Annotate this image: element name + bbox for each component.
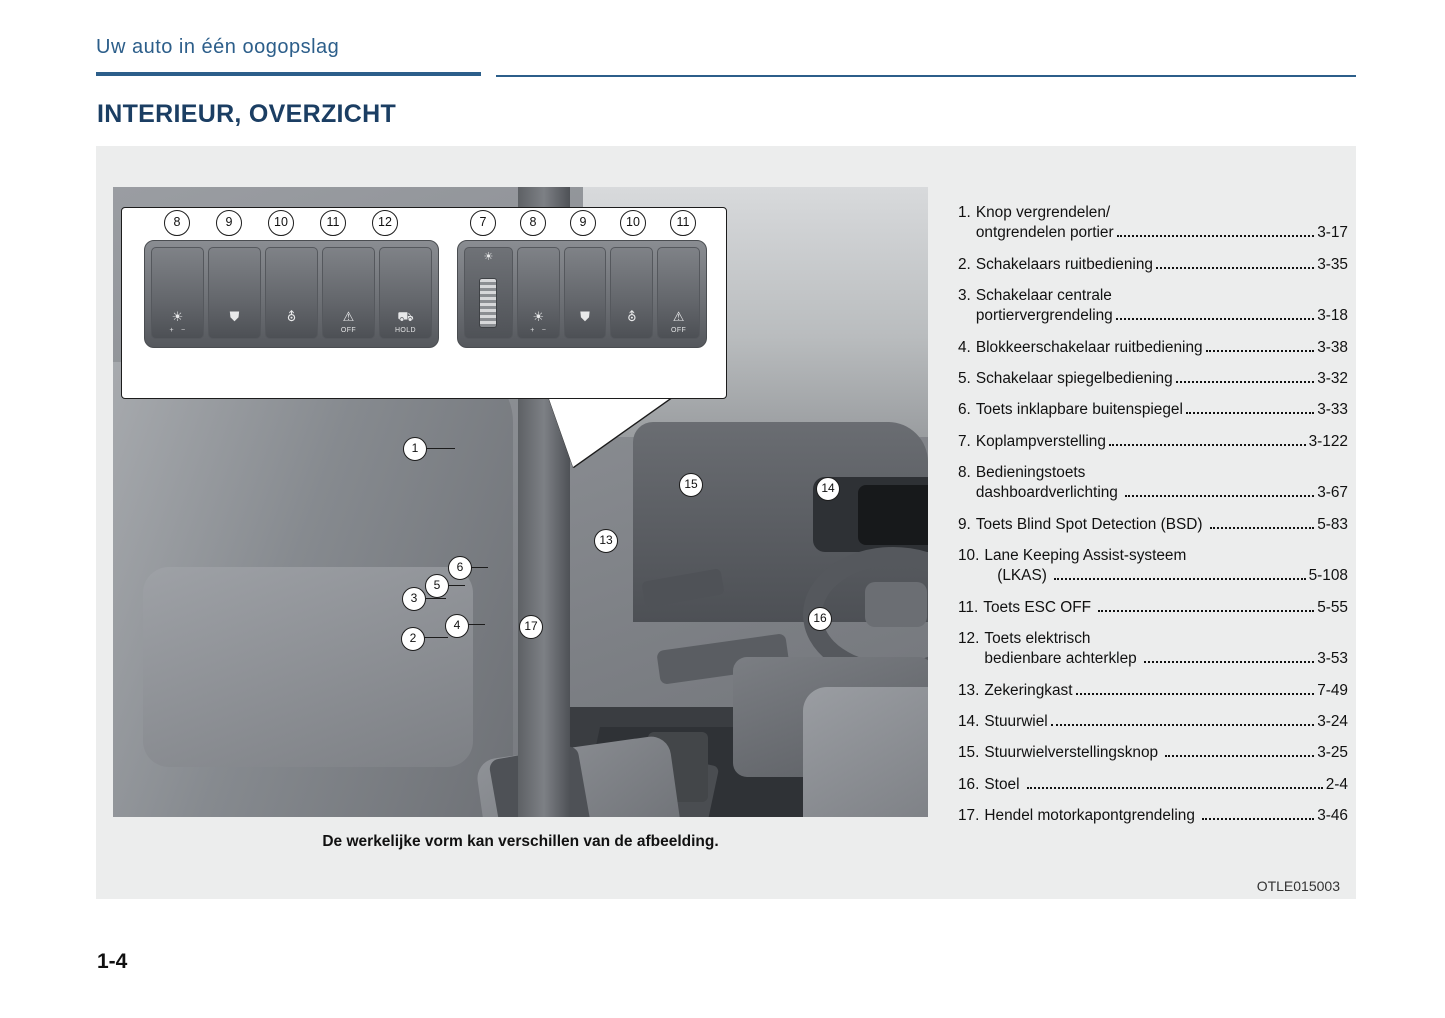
list-item <box>958 432 1348 452</box>
legend-page: 3-18 <box>1317 307 1348 325</box>
esc-off-label: OFF <box>340 327 357 334</box>
hotspot-17: 17 <box>519 615 543 639</box>
header-rule-thin <box>496 75 1356 77</box>
legend-page: 3-33 <box>1317 401 1348 419</box>
legend-number: 14. <box>958 712 980 730</box>
legend-label-cont: bedienbare achterklep <box>984 650 1141 668</box>
leader-dots <box>1186 412 1314 414</box>
legend-number: 7. <box>958 432 971 450</box>
legend-label: Toets Blind Spot Detection (BSD) <box>975 515 1207 533</box>
list-item <box>958 203 1348 244</box>
list-item <box>958 598 1348 618</box>
callout-bubble-10: 10 <box>268 210 294 236</box>
switch-esc-off[interactable] <box>322 247 375 339</box>
legend-number: 10. <box>958 546 980 564</box>
photo-steering-wheel-hub <box>865 582 927 627</box>
callout-bubble-11: 11 <box>320 210 346 236</box>
bsd-icon: ⛊ <box>229 309 240 325</box>
leader-5 <box>447 585 465 586</box>
tailgate-icon: ⛟ <box>397 309 414 325</box>
legend-page: 3-122 <box>1308 432 1348 450</box>
hotspot-14: 14 <box>816 477 840 501</box>
figure-caption: De werkelijke vorm kan verschillen van de afbeelding. <box>322 833 719 850</box>
switch-dashboard-illumination-2[interactable] <box>517 247 560 339</box>
photo-seat <box>803 687 928 817</box>
callout-bubble-12: 12 <box>372 210 398 236</box>
legend-label: Blokkeerschakelaar ruitbediening <box>975 338 1203 356</box>
legend-number: 9. <box>958 515 971 533</box>
hotspot-16: 16 <box>808 607 832 631</box>
list-item <box>958 743 1348 763</box>
leader-dots <box>1117 235 1315 237</box>
list-item <box>958 629 1348 670</box>
legend-label: Bedieningstoets <box>975 463 1086 481</box>
leader-dots <box>1027 787 1323 789</box>
legend-number: 17. <box>958 806 980 824</box>
lkas-icon-2: ⛢ <box>627 309 637 325</box>
leader-dots <box>1098 610 1314 612</box>
list-item <box>958 681 1348 701</box>
list-item <box>958 369 1348 389</box>
list-item <box>958 712 1348 732</box>
legend-number: 1. <box>958 204 971 221</box>
hotspot-6: 6 <box>448 556 472 580</box>
photo-center-display <box>858 485 928 545</box>
callout-bubble-8: 8 <box>164 210 190 236</box>
leader-dots <box>1109 444 1306 446</box>
legend-page: 2-4 <box>1325 775 1348 793</box>
legend-number: 13. <box>958 681 980 699</box>
callout-bubble-11b: 11 <box>670 210 696 236</box>
leader-dots <box>1156 267 1314 269</box>
callout-bubble-9: 9 <box>216 210 242 236</box>
legend-label: Hendel motorkapontgrendeling <box>984 806 1200 824</box>
legend-number: 16. <box>958 775 980 793</box>
legend-label: Koplampverstelling <box>975 432 1106 450</box>
switch-blind-spot-detection[interactable] <box>208 247 261 339</box>
figure-code: OTLE015003 <box>1256 878 1340 894</box>
list-item <box>958 286 1348 327</box>
leader-dots <box>1202 818 1314 820</box>
legend-number: 3. <box>958 286 971 304</box>
leader-dots <box>1076 693 1315 695</box>
legend-page: 3-17 <box>1317 224 1348 242</box>
leader-4 <box>467 624 485 625</box>
interior-overview-figure <box>113 187 928 817</box>
sun-icon-2: ☀ <box>532 309 545 325</box>
switch-sub-label-2: + − <box>530 327 547 334</box>
legend-label: Lane Keeping Assist-systeem <box>984 546 1187 564</box>
switch-sub-label: + − <box>169 327 186 334</box>
bsd-icon-2: ⛊ <box>580 309 590 325</box>
esc-off-label-2: OFF <box>671 327 687 334</box>
legend-number: 5. <box>958 369 971 387</box>
legend-label: Knop vergrendelen/ <box>975 204 1111 221</box>
legend-label: Stoel <box>984 775 1024 793</box>
callout-bubble-8b: 8 <box>520 210 546 236</box>
hotspot-5: 5 <box>425 574 449 598</box>
legend-label: Stuurwielverstellingsknop <box>984 744 1163 762</box>
legend-label: Zekeringkast <box>984 681 1073 699</box>
list-item <box>958 546 1348 587</box>
lkas-icon: ⛢ <box>286 309 297 325</box>
hotspot-13: 13 <box>594 529 618 553</box>
leader-dots <box>1116 318 1314 320</box>
callout-bubble-9b: 9 <box>570 210 596 236</box>
list-item <box>958 255 1348 275</box>
tailgate-hold-label: HOLD <box>394 327 417 334</box>
list-item <box>958 400 1348 420</box>
switch-dashboard-illumination[interactable] <box>151 247 204 339</box>
list-item <box>958 775 1348 795</box>
switch-headlamp-leveling[interactable] <box>464 247 513 339</box>
esc-icon-2: ⚠ <box>672 309 685 325</box>
legend-label: Toets ESC OFF <box>983 598 1096 616</box>
sun-icon: ☀ <box>171 309 184 325</box>
switch-detail-callout <box>121 207 727 399</box>
legend-label: Toets elektrisch <box>984 629 1091 647</box>
leader-dots <box>1054 578 1306 580</box>
page-header <box>96 36 1356 66</box>
list-item <box>958 806 1348 826</box>
legend-page: 7-49 <box>1317 681 1348 699</box>
headlamp-icon: ☀ <box>483 251 494 264</box>
switch-esc-off-2[interactable] <box>657 247 700 339</box>
legend-label: Stuurwiel <box>984 712 1048 730</box>
legend-number: 4. <box>958 338 971 356</box>
running-title: Uw auto in één oogopslag <box>96 36 340 58</box>
legend-page: 3-24 <box>1317 712 1348 730</box>
hotspot-15: 15 <box>679 473 703 497</box>
legend-page: 3-32 <box>1317 369 1348 387</box>
leader-1 <box>427 448 455 449</box>
legend-number: 12. <box>958 629 980 647</box>
left-switch-block <box>144 240 439 348</box>
legend-number: 8. <box>958 463 971 481</box>
page-number: 1-4 <box>97 950 128 973</box>
leader-dots <box>1206 350 1315 352</box>
switch-lane-keeping-assist-2[interactable] <box>610 247 653 339</box>
header-rule-thick <box>96 72 481 76</box>
legend-page: 3-25 <box>1317 744 1348 762</box>
hotspot-4: 4 <box>445 614 469 638</box>
legend-page: 3-53 <box>1317 650 1348 668</box>
leader-6 <box>470 567 488 568</box>
legend-page: 5-108 <box>1308 567 1348 585</box>
legend-page: 3-67 <box>1317 484 1348 502</box>
list-item <box>958 515 1348 535</box>
legend-label: Toets inklapbare buitenspiegel <box>975 401 1183 419</box>
legend-label: Schakelaar spiegelbediening <box>975 369 1173 387</box>
legend-page: 5-83 <box>1317 515 1348 533</box>
legend-page: 3-35 <box>1317 255 1348 273</box>
legend-page: 5-55 <box>1317 598 1348 616</box>
legend-label-cont: dashboardverlichting <box>975 484 1123 502</box>
legend-number: 11. <box>958 598 979 616</box>
legend-label: Schakelaars ruitbediening <box>975 255 1153 273</box>
leader-3 <box>424 598 446 599</box>
leader-dots <box>1210 527 1314 529</box>
hotspot-3: 3 <box>402 587 426 611</box>
legend-number: 15. <box>958 744 980 762</box>
esc-icon: ⚠ <box>342 309 355 325</box>
hotspot-2: 2 <box>401 627 425 651</box>
callout-bubble-10b: 10 <box>620 210 646 236</box>
callout-bubble-7b: 7 <box>470 210 496 236</box>
leader-dots <box>1125 495 1314 497</box>
legend-label: Schakelaar centrale <box>975 286 1112 304</box>
leader-dots <box>1051 724 1314 726</box>
switch-lane-keeping-assist[interactable] <box>265 247 318 339</box>
list-item <box>958 338 1348 358</box>
legend-list <box>958 203 1348 837</box>
leader-dots <box>1165 755 1314 757</box>
legend-label-cont: portiervergrendeling <box>975 307 1113 325</box>
leader-dots <box>1176 381 1315 383</box>
right-switch-block <box>457 240 707 348</box>
page-title: INTERIEUR, OVERZICHT <box>97 100 397 128</box>
legend-number: 2. <box>958 255 971 273</box>
legend-number: 6. <box>958 401 971 419</box>
leader-2 <box>424 637 448 638</box>
legend-page: 3-46 <box>1317 806 1348 824</box>
legend-label-cont: ontgrendelen portier <box>975 224 1114 242</box>
switch-blind-spot-detection-2[interactable] <box>564 247 607 339</box>
legend-page: 3-38 <box>1317 338 1348 356</box>
leader-dots <box>1144 661 1314 663</box>
legend-label-cont: (LKAS) <box>984 567 1052 585</box>
switch-power-tailgate[interactable] <box>379 247 432 339</box>
hotspot-1: 1 <box>403 437 427 461</box>
list-item <box>958 463 1348 504</box>
